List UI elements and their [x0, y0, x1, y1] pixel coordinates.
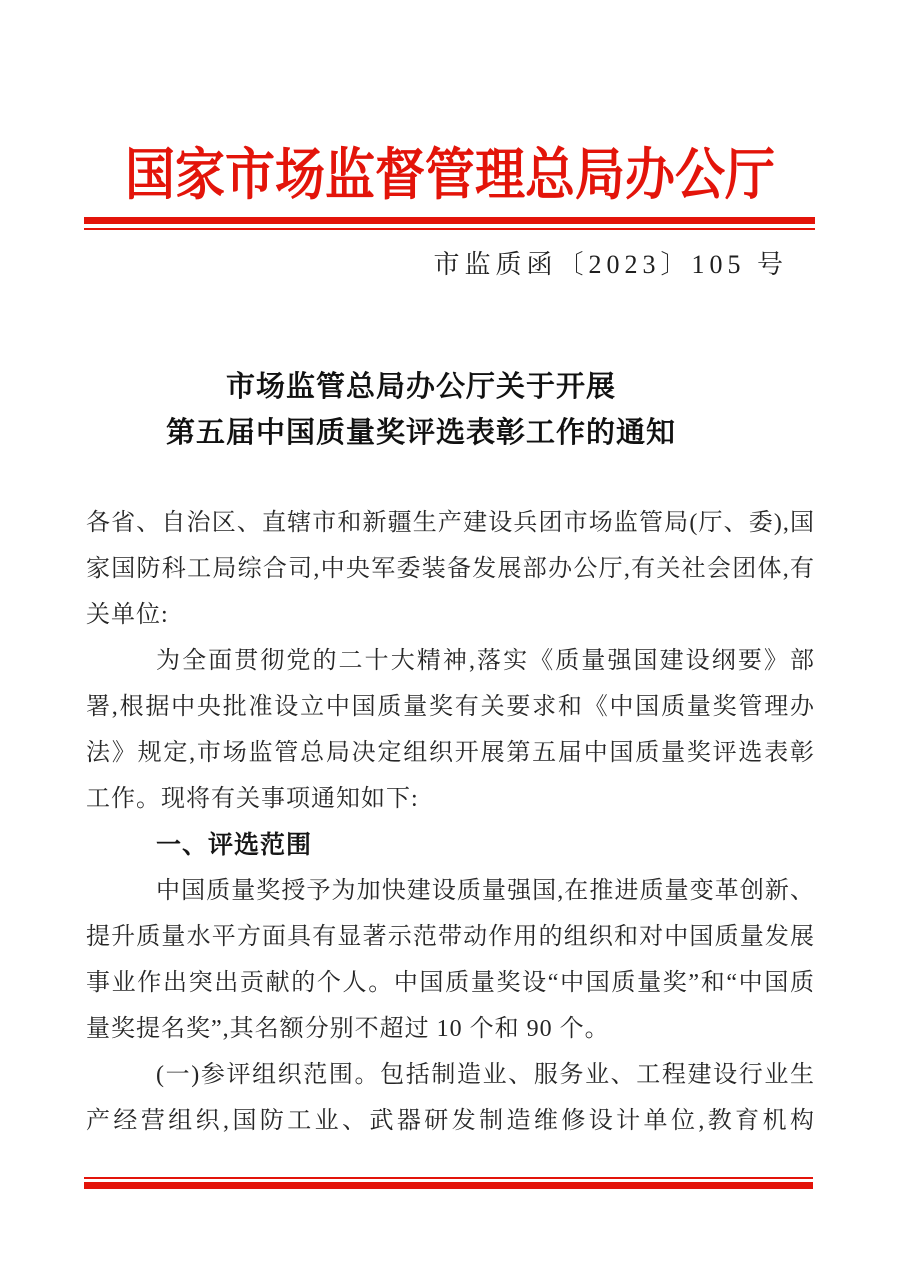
- intro-paragraph: 为全面贯彻党的二十大精神,落实《质量强国建设纲要》部署,根据中央批准设立中国质量奖有关要求和《中国质量奖管理办法》规定,市场监管总局决定组织开展第五届中国质量奖评选表彰工作。现将有关事项通知如下:: [86, 648, 815, 812]
- notice-body: [86, 500, 815, 1144]
- letterhead-rule-thin: [84, 228, 815, 230]
- notice-title-line2: 第五届中国质量奖评选表彰工作的通知: [165, 417, 676, 449]
- letterhead-org-name: 国家市场监督管理总局办公厅: [125, 143, 775, 207]
- doc-number: 市监质函〔2023〕105 号: [433, 250, 788, 279]
- salutation-paragraph: 各省、自治区、直辖市和新疆生产建设兵团市场监管局(厅、委),国家国防科工局综合司,中央军委装备发展部办公厅,有关社会团体,有关单位:: [86, 510, 815, 628]
- footer-divider: [84, 1177, 813, 1189]
- footer-rule-thick: [84, 1182, 813, 1189]
- notice-title-line1: 市场监管总局办公厅关于开展: [225, 371, 616, 403]
- letterhead-divider: [84, 217, 815, 230]
- paragraph-award-scope: 中国质量奖授予为加快建设质量强国,在推进质量变革创新、提升质量水平方面具有显著示范带动作用的组织和对中国质量发展事业作出突出贡献的个人。中国质量奖设“中国质量奖”和“中国质量奖提名奖”,其名额分别不超过 10 个和 90 个。: [86, 878, 815, 1042]
- section-heading-evaluation-scope: 一、评选范围: [156, 831, 313, 859]
- letterhead-rule-thick: [84, 217, 815, 224]
- notice-title: [56, 364, 786, 456]
- footer-rule-thin: [84, 1177, 813, 1179]
- paragraph-participating-organizations: (一)参评组织范围。包括制造业、服务业、工程建设行业生产经营组织,国防工业、武器研发制造维修设计单位,教育机构: [86, 1062, 815, 1134]
